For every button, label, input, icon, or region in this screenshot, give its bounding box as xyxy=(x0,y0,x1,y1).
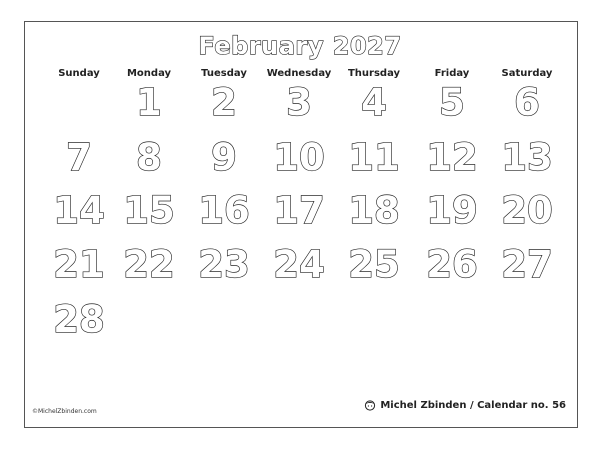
day-cell: 7 xyxy=(66,136,92,179)
day-cell: 23 xyxy=(198,243,250,286)
avatar-icon xyxy=(364,399,376,411)
day-cell: 20 xyxy=(501,189,553,232)
author-credit xyxy=(364,399,566,411)
day-cell: 12 xyxy=(426,136,478,179)
day-cell: 2 xyxy=(211,81,237,124)
weekday-thursday: Thursday xyxy=(347,68,401,79)
day-cell: 4 xyxy=(361,81,387,124)
day-cell: 28 xyxy=(53,298,105,341)
day-cell: 6 xyxy=(514,81,540,124)
day-cell: 22 xyxy=(123,243,175,286)
weekday-tuesday: Tuesday xyxy=(201,68,247,79)
day-cell: 13 xyxy=(501,136,553,179)
day-cell: 10 xyxy=(273,136,325,179)
weekday-sunday: Sunday xyxy=(58,68,100,79)
day-cell: 27 xyxy=(501,243,553,286)
copyright-text: ©MichelZbinden.com xyxy=(32,408,97,415)
day-cell: 21 xyxy=(53,243,105,286)
day-cell: 15 xyxy=(123,189,175,232)
day-cell: 11 xyxy=(348,136,400,179)
day-cell: 9 xyxy=(211,136,237,179)
day-cell: 5 xyxy=(439,81,465,124)
day-cell: 16 xyxy=(198,189,250,232)
weekday-friday: Friday xyxy=(434,68,470,79)
day-cell: 17 xyxy=(273,189,325,232)
day-cell: 1 xyxy=(136,81,162,124)
weekday-wednesday: Wednesday xyxy=(266,68,332,79)
day-cell: 26 xyxy=(426,243,478,286)
day-cell: 8 xyxy=(136,136,162,179)
day-cell: 18 xyxy=(348,189,400,232)
day-cell: 3 xyxy=(286,81,312,124)
day-cell: 24 xyxy=(273,243,325,286)
weekday-saturday: Saturday xyxy=(501,68,553,79)
day-cell: 14 xyxy=(53,189,105,232)
day-cell: 25 xyxy=(348,243,400,286)
author-credit-text: Michel Zbinden / Calendar no. 56 xyxy=(380,399,566,411)
calendar-title: February 2027 xyxy=(198,32,402,60)
weekday-monday: Monday xyxy=(126,68,172,79)
day-cell: 19 xyxy=(426,189,478,232)
